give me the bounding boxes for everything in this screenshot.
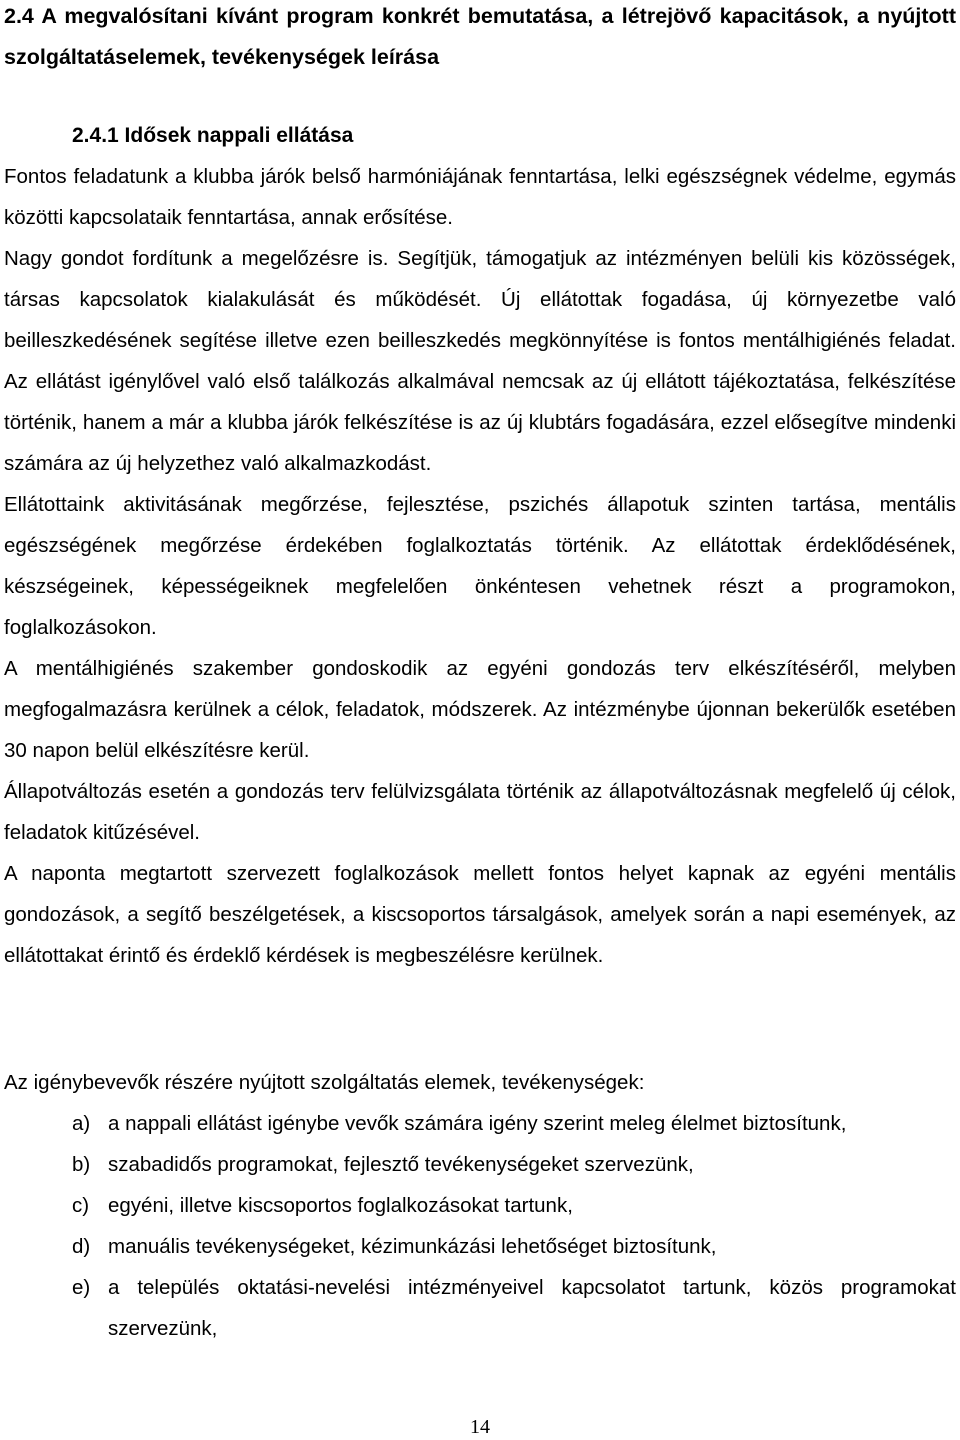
section-heading: 2.4 A megvalósítani kívánt program konkrét bemutatása, a létrejövő kapacitások, a nyújtott szolgáltatáselemek, tevékenységek leírása [4, 4, 956, 69]
page-number: 14 [470, 1416, 490, 1438]
list-item-letter: c) [72, 1194, 90, 1217]
paragraph: Ellátottaink aktivitásának megőrzése, fejlesztése, pszichés állapotuk szinten tartása, mentális egészségének megőrzése érdekében foglalkoztatás történik. Az ellátottak érdeklődésének, készségeinek, képességeiknek megfelelően önkéntesen vehetnek részt a programokon, foglalkozásokon. [4, 493, 956, 639]
list-item-letter: a) [72, 1112, 91, 1135]
list-item-text: szabadidős programokat, fejlesztő tevékenységeket szervezünk, [108, 1153, 694, 1176]
list-item [72, 1144, 956, 1185]
list-item [72, 1267, 956, 1349]
list-item-text: a nappali ellátást igénybe vevők számára igény szerint meleg élelmet biztosítunk, [108, 1112, 847, 1135]
list-item-letter: b) [72, 1153, 91, 1176]
subsection-heading: 2.4.1 Idősek nappali ellátása [72, 124, 354, 147]
paragraph: Nagy gondot fordítunk a megelőzésre is. Segítjük, támogatjuk az intézményen belüli kis közösségek, társas kapcsolatok kialakulását és működését. Új ellátottak fogadása, új környezetbe való beilleszkedésének segítése illetve ezen beilleszkedés megkönnyítése is fontos mentálhigiénés feladat. Az ellátást igénylővel való első találkozás alkalmával nemcsak az új ellátott tájékoztatása, felkészítése történik, hanem a már a klubba járók felkészítése is az új klubtárs fogadására, ezzel elősegítve mindenki számára az új helyzethez való alkalmazkodást. [4, 247, 956, 475]
paragraph: Állapotváltozás esetén a gondozás terv felülvizsgálata történik az állapotváltozásnak megfelelő új célok, feladatok kitűzésével. [4, 780, 956, 844]
list-item [72, 1185, 956, 1226]
list-item-text: a település oktatási-nevelési intézményeivel kapcsolatot tartunk, közös programokat szervezünk, [108, 1276, 956, 1340]
list-item-text: manuális tevékenységeket, kézimunkázási lehetőséget biztosítunk, [108, 1235, 717, 1258]
service-list [72, 1103, 956, 1349]
paragraph: A naponta megtartott szervezett foglalkozások mellett fontos helyet kapnak az egyéni mentális gondozások, a segítő beszélgetések, a kiscsoportos társalgások, amelyek során a napi események, az ellátottakat érintő és érdeklő kérdések is megbeszélésre kerülnek. [4, 862, 956, 967]
list-item [72, 1226, 956, 1267]
list-item [72, 1103, 956, 1144]
list-item-letter: d) [72, 1235, 91, 1258]
paragraph: A mentálhigiénés szakember gondoskodik az egyéni gondozás terv elkészítéséről, melyben megfogalmazásra kerülnek a célok, feladatok, módszerek. Az intézménybe újonnan bekerülők esetében 30 napon belül elkészítésre kerül. [4, 657, 956, 762]
list-intro: Az igénybevevők részére nyújtott szolgáltatás elemek, tevékenységek: [4, 1071, 645, 1094]
paragraph: Fontos feladatunk a klubba járók belső harmóniájának fenntartása, lelki egészségnek védelme, egymás közötti kapcsolataik fenntartása, annak erősítése. [4, 165, 956, 229]
list-item-text: egyéni, illetve kiscsoportos foglalkozásokat tartunk, [108, 1194, 573, 1217]
body-text [4, 156, 956, 976]
list-item-letter: e) [72, 1276, 91, 1299]
